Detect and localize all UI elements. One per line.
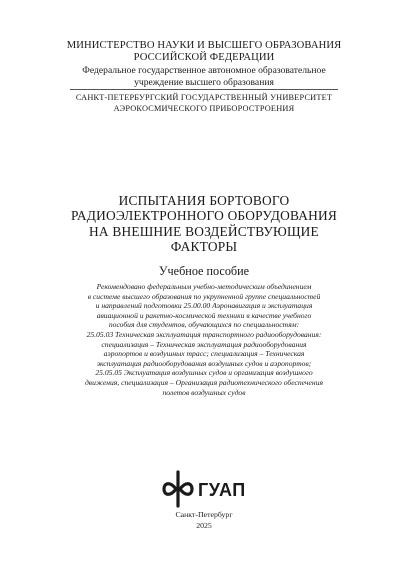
recommendation-line: пособия для студентов, обучающихся по специальностям: [108,320,300,330]
university-name-line: САНКТ-ПЕТЕРБУРГСКИЙ ГОСУДАРСТВЕННЫЙ УНИВЕРСИТЕТ [75,93,333,102]
publication-year: 2025 [196,521,212,530]
recommendation-line: 25.05.03 Техническая эксплуатация транспортного радиооборудования: [86,329,322,339]
recommendation-line: эксплуатация радиооборудования воздушных судов и аэропортов; [96,358,312,368]
recommendation-line: движения, специализация – Организация радиотехнического обеспечения [84,377,324,387]
logo-text: ГУАП [198,480,246,500]
header-divider [70,89,338,90]
guap-emblem-icon [160,468,260,510]
title-line: РАДИОЭЛЕКТРОННОГО ОБОРУДОВАНИЯ [71,208,337,224]
title-line: НА ВНЕШНИЕ ВОЗДЕЙСТВУЮЩИЕ [89,223,319,239]
recommendation-line: специализация – Техническая эксплуатация радиооборудования [101,339,307,349]
institution-type-line: Федеральное государственное автономное образовательное [82,65,326,76]
publication-city: Санкт-Петербург [175,510,233,519]
university-name [40,92,368,114]
recommendation-line: Рекомендовано федеральным учебно-методическим объединением [96,282,312,291]
title-line: ИСПЫТАНИЯ БОРТОВОГО [118,193,290,208]
university-name-line: АЭРОКОСМИЧЕСКОГО ПРИБОРОСТРОЕНИЯ [113,104,295,113]
ministry-line: МИНИСТЕРСТВО НАУКИ И ВЫСШЕГО ОБРАЗОВАНИЯ [66,40,342,51]
title-line: ФАКТОРЫ [170,239,238,255]
recommendation-line: в системе высшего образования по укрупненной группе специальностей [87,291,321,301]
recommendation-line: аэропортов и воздушных трасс; специализация – Техническая [103,349,305,359]
ministry-line: РОССИЙСКОЙ ФЕДЕРАЦИИ [133,52,275,64]
recommendation-line: 25.05.05 Эксплуатация воздушных судов и организация воздушного [95,368,313,378]
document-subtitle: Учебное пособие [158,264,250,278]
institution-type-line: учреждение высшего образования [134,77,274,88]
institution-type [40,65,368,89]
guap-logo [160,468,260,510]
recommendation-line: полетов воздушных судов [162,387,246,397]
document-title [40,193,368,255]
recommendation-text [32,282,376,397]
ministry-heading [30,40,378,64]
recommendation-line: авиационной и ракетно-космической техники в качестве учебного [96,310,312,320]
recommendation-line: и направлений подготовки 25.00.00 Аэронавигация и эксплуатация [95,301,313,311]
